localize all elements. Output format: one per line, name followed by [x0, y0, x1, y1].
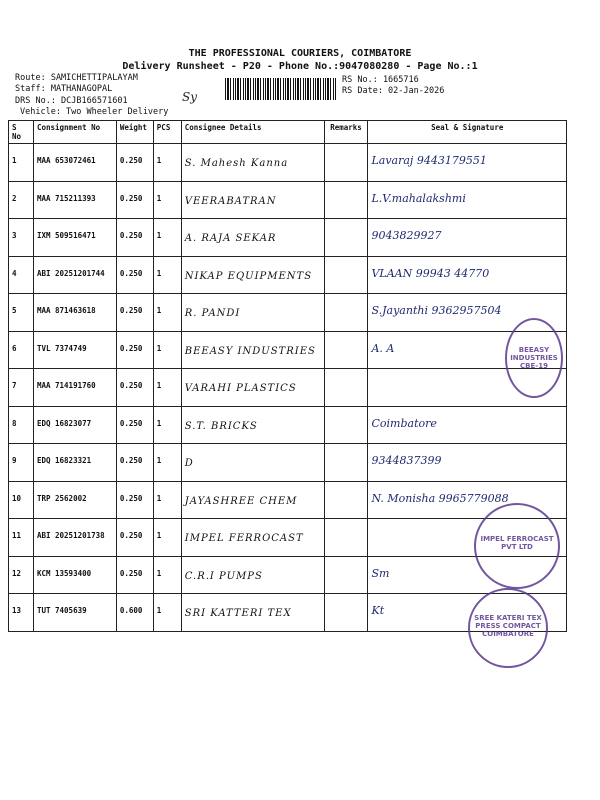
- row-consignee: SRI KATTERI TEX: [181, 594, 324, 632]
- row-consignment: MAA 714191760: [33, 369, 116, 407]
- row-pcs: 1: [153, 556, 181, 594]
- row-signature: S.Jayanthi 9362957504: [368, 294, 567, 332]
- row-signature: Coimbatore: [368, 406, 567, 444]
- row-signature: L.V.mahalakshmi: [368, 181, 567, 219]
- rs-date: RS Date: 02-Jan-2026: [342, 86, 445, 96]
- row-sno: 5: [9, 294, 34, 332]
- row-signature: A. A: [368, 331, 567, 369]
- row-consignee: A. RAJA SEKAR: [181, 219, 324, 257]
- row-consignee: BEEASY INDUSTRIES: [181, 331, 324, 369]
- row-weight: 0.250: [116, 181, 153, 219]
- row-pcs: 1: [153, 144, 181, 182]
- row-weight: 0.250: [116, 556, 153, 594]
- table-row: [9, 181, 567, 219]
- col-remarks: Remarks: [324, 121, 368, 144]
- row-sno: 6: [9, 331, 34, 369]
- row-weight: 0.250: [116, 444, 153, 482]
- row-weight: 0.250: [116, 256, 153, 294]
- table-row: [9, 406, 567, 444]
- row-weight: 0.250: [116, 406, 153, 444]
- col-weight: Weight: [116, 121, 153, 144]
- row-consignment: ABI 20251201738: [33, 519, 116, 557]
- row-consignee: R. PANDI: [181, 294, 324, 332]
- row-sno: 4: [9, 256, 34, 294]
- table-row: [9, 256, 567, 294]
- stamp-beeasy: BEEASY INDUSTRIES CBE-19: [505, 318, 563, 398]
- staff: Staff: MATHANAGOPAL: [15, 84, 113, 94]
- row-weight: 0.250: [116, 519, 153, 557]
- table-row: [9, 444, 567, 482]
- row-signature: Lavaraj 9443179551: [368, 144, 567, 182]
- row-consignee: S. Mahesh Kanna: [181, 144, 324, 182]
- row-consignee: VARAHI PLASTICS: [181, 369, 324, 407]
- col-signature: Seal & Signature: [368, 121, 567, 144]
- row-signature: Sm: [368, 556, 567, 594]
- row-weight: 0.250: [116, 369, 153, 407]
- row-sno: 3: [9, 219, 34, 257]
- barcode: [225, 78, 337, 100]
- row-signature: VLAAN 99943 44770: [368, 256, 567, 294]
- row-pcs: 1: [153, 219, 181, 257]
- row-consignment: TVL 7374749: [33, 331, 116, 369]
- col-pcs: PCS: [153, 121, 181, 144]
- table-row: [9, 219, 567, 257]
- row-signature: 9344837399: [368, 444, 567, 482]
- runsheet-title: Delivery Runsheet - P20 - Phone No.:9047080280 - Page No.:1: [122, 61, 478, 72]
- rs-number: RS No.: 1665716: [342, 75, 419, 85]
- row-consignment: MAA 653072461: [33, 144, 116, 182]
- row-remarks: [324, 256, 368, 294]
- row-consignee: JAYASHREE CHEM: [181, 481, 324, 519]
- row-consignment: EDQ 16823321: [33, 444, 116, 482]
- row-pcs: 1: [153, 256, 181, 294]
- row-sno: 1: [9, 144, 34, 182]
- row-sno: 7: [9, 369, 34, 407]
- table-row: [9, 369, 567, 407]
- company-title: THE PROFESSIONAL COURIERS, COIMBATORE: [188, 48, 412, 59]
- stamp-kateri: SREE KATERI TEX PRESS COMPACT COIMBATORE: [468, 588, 548, 668]
- row-pcs: 1: [153, 331, 181, 369]
- initials-scrawl: Sy: [182, 90, 197, 104]
- row-signature: N. Monisha 9965779088: [368, 481, 567, 519]
- row-weight: 0.250: [116, 144, 153, 182]
- route: Route: SAMICHETTIPALAYAM: [15, 73, 138, 83]
- row-weight: 0.250: [116, 481, 153, 519]
- row-consignment: MAA 715211393: [33, 181, 116, 219]
- row-consignment: EDQ 16823077: [33, 406, 116, 444]
- row-consignment: TRP 2562002: [33, 481, 116, 519]
- table-row: [9, 144, 567, 182]
- row-pcs: 1: [153, 594, 181, 632]
- row-remarks: [324, 444, 368, 482]
- row-weight: 0.600: [116, 594, 153, 632]
- row-sno: 9: [9, 444, 34, 482]
- row-signature: Kt: [368, 594, 567, 632]
- row-remarks: [324, 144, 368, 182]
- table-header: [9, 121, 567, 144]
- row-consignee: C.R.I PUMPS: [181, 556, 324, 594]
- row-consignee: VEERABATRAN: [181, 181, 324, 219]
- row-consignee: S.T. BRICKS: [181, 406, 324, 444]
- col-consignee: Consignee Details: [181, 121, 324, 144]
- table-row: [9, 294, 567, 332]
- row-consignee: D: [181, 444, 324, 482]
- row-pcs: 1: [153, 444, 181, 482]
- row-remarks: [324, 406, 368, 444]
- drs-number: DRS No.: DCJB166571601: [15, 96, 128, 106]
- row-remarks: [324, 181, 368, 219]
- row-sno: 2: [9, 181, 34, 219]
- row-remarks: [324, 219, 368, 257]
- row-pcs: 1: [153, 481, 181, 519]
- row-remarks: [324, 294, 368, 332]
- row-consignment: ABI 20251201744: [33, 256, 116, 294]
- row-consignment: TUT 7405639: [33, 594, 116, 632]
- row-remarks: [324, 519, 368, 557]
- row-sno: 13: [9, 594, 34, 632]
- row-remarks: [324, 594, 368, 632]
- row-remarks: [324, 369, 368, 407]
- row-pcs: 1: [153, 294, 181, 332]
- row-sno: 10: [9, 481, 34, 519]
- row-consignee: NIKAP EQUIPMENTS: [181, 256, 324, 294]
- row-remarks: [324, 331, 368, 369]
- col-sno: S No: [9, 121, 34, 144]
- row-sno: 12: [9, 556, 34, 594]
- row-sno: 8: [9, 406, 34, 444]
- row-consignment: MAA 871463618: [33, 294, 116, 332]
- vehicle: Vehicle: Two Wheeler Delivery: [20, 107, 169, 117]
- row-consignment: IXM 509516471: [33, 219, 116, 257]
- row-pcs: 1: [153, 406, 181, 444]
- row-pcs: 1: [153, 369, 181, 407]
- col-consignment: Consignment No: [33, 121, 116, 144]
- row-weight: 0.250: [116, 219, 153, 257]
- row-remarks: [324, 556, 368, 594]
- table-row: [9, 331, 567, 369]
- stamp-impel: IMPEL FERROCAST PVT LTD: [474, 503, 560, 589]
- row-weight: 0.250: [116, 294, 153, 332]
- row-remarks: [324, 481, 368, 519]
- row-weight: 0.250: [116, 331, 153, 369]
- row-signature: 9043829927: [368, 219, 567, 257]
- row-sno: 11: [9, 519, 34, 557]
- row-consignee: IMPEL FERROCAST: [181, 519, 324, 557]
- row-consignment: KCM 13593400: [33, 556, 116, 594]
- row-pcs: 1: [153, 519, 181, 557]
- row-pcs: 1: [153, 181, 181, 219]
